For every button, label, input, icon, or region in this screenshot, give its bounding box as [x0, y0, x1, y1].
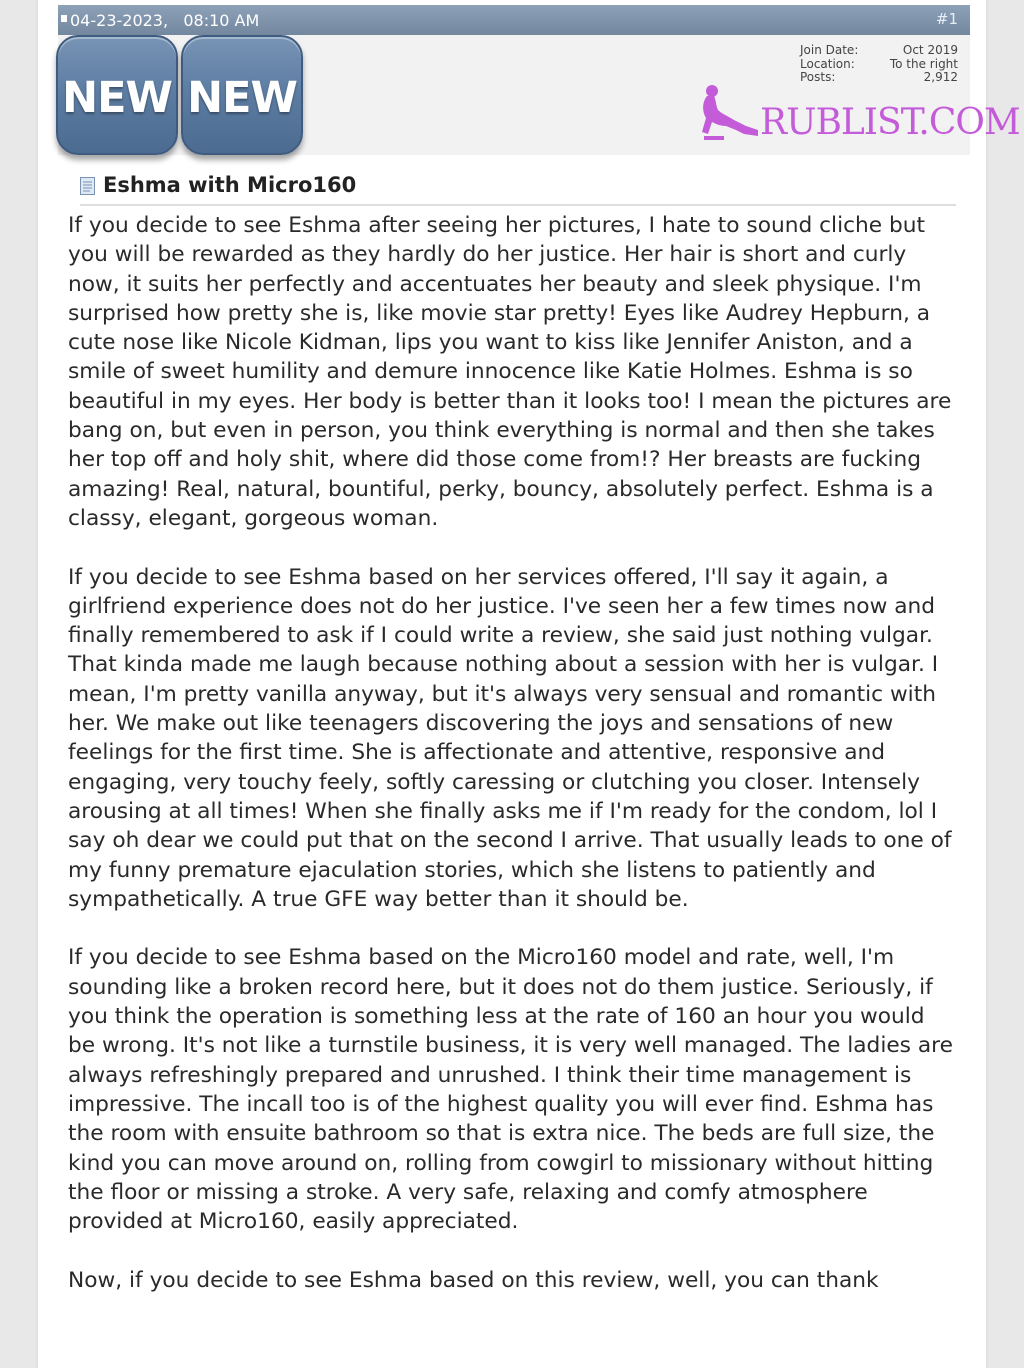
post-title: Eshma with Micro160 [103, 173, 357, 197]
post-body [68, 211, 958, 1324]
post-title-row [80, 172, 956, 206]
post-paragraph: If you decide to see Eshma based on the Micro160 model and rate, well, I'm sounding like a broken record here, but it does not do them justice. Seriously, if you think the operation is something less at the rate of 160 an hour you would be wrong. It's not like a turnstile business, it is very well managed. The ladies are always refreshingly prepared and unrushed. I think their time management is impressive. The incall too is of the highest quality you will ever find. Eshma has the room with ensuite bathroom so that is extra nice. The beds are full size, the kind you can move around on, rolling from cowgirl to missionary without hitting the floor or missing a stroke. A very safe, relaxing and comfy atmosphere provided at Micro160, easily appreciated. [68, 945, 953, 1235]
posts-row [800, 71, 958, 85]
post-paragraph: If you decide to see Eshma based on her services offered, I'll say it again, a girlfriend experience does not do her justice. I've seen her a few times now and finally remembered to ask if I could write a review, she said just nothing vulgar. That kinda made me laugh because nothing about a session with her is vulgar. I mean, I'm pretty vanilla anyway, but it's always very sensual and romantic with her. We make out like teenagers discovering the joys and sensations of new feelings for the first time. She is affectionate and attentive, responsive and engaging, very touchy feely, softly caressing or clutching you closer. Intensely arousing at all times! When she finally asks me if I'm ready for the condom, lol I say oh dear we could put that on the second I arrive. That usually leads to one of my funny premature ejaculation stories, which she listens to patiently and sympathetically. A true GFE way better than it should be. [68, 564, 952, 912]
user-stats [800, 44, 958, 85]
document-icon [80, 177, 95, 195]
new-badge: NEW [56, 35, 178, 155]
stat-label: Join Date: [800, 43, 859, 57]
post-paragraph: Now, if you decide to see Eshma based on this review, well, you can thank [68, 1267, 879, 1293]
stat-value: To the right [889, 56, 958, 71]
stat-value: Oct 2019 [902, 43, 958, 57]
stat-label: Posts: [800, 70, 836, 84]
stat-label: Location: [800, 56, 855, 71]
watermark-text: RUBLIST.COM [760, 102, 1020, 143]
post-date: 04-23-2023, 08:10 AM [70, 11, 260, 30]
post-time: 08:10 AM [183, 11, 260, 30]
watermark-logo [698, 84, 1020, 143]
post-header-bar [58, 5, 970, 35]
post-paragraph: If you decide to see Eshma after seeing her pictures, I hate to sound cliche but you will be rewarded as they hardly do her justice. Her hair is short and curly now, it suits her perfectly and accentuates her beauty and sleek physique. I'm surprised how pretty she is, like movie star pretty! Eyes like Audrey Hepburn, a cute nose like Nicole Kidman, lips you want to kiss like Jennifer Aniston, and a smile of sweet humility and demure innocence like Katie Holmes. Eshma is so beautiful in my eyes. Her body is better than it looks too! I mean the pictures are bang on, but even in person, you think everything is normal and then she takes her top off and holy shit, where did those come from!? Her breasts are fucking amazing! Real, natural, bountiful, perky, bouncy, absolutely perfect. Eshma is a classy, elegant, gorgeous woman. [68, 213, 952, 531]
silhouette-logo-icon [698, 84, 762, 142]
post-number-link[interactable]: #1 [935, 10, 958, 28]
square-icon [61, 15, 67, 22]
join-date-row [800, 44, 958, 58]
new-badge: NEW [181, 35, 303, 155]
location-row [800, 58, 958, 72]
stat-value: 2,912 [923, 70, 958, 84]
